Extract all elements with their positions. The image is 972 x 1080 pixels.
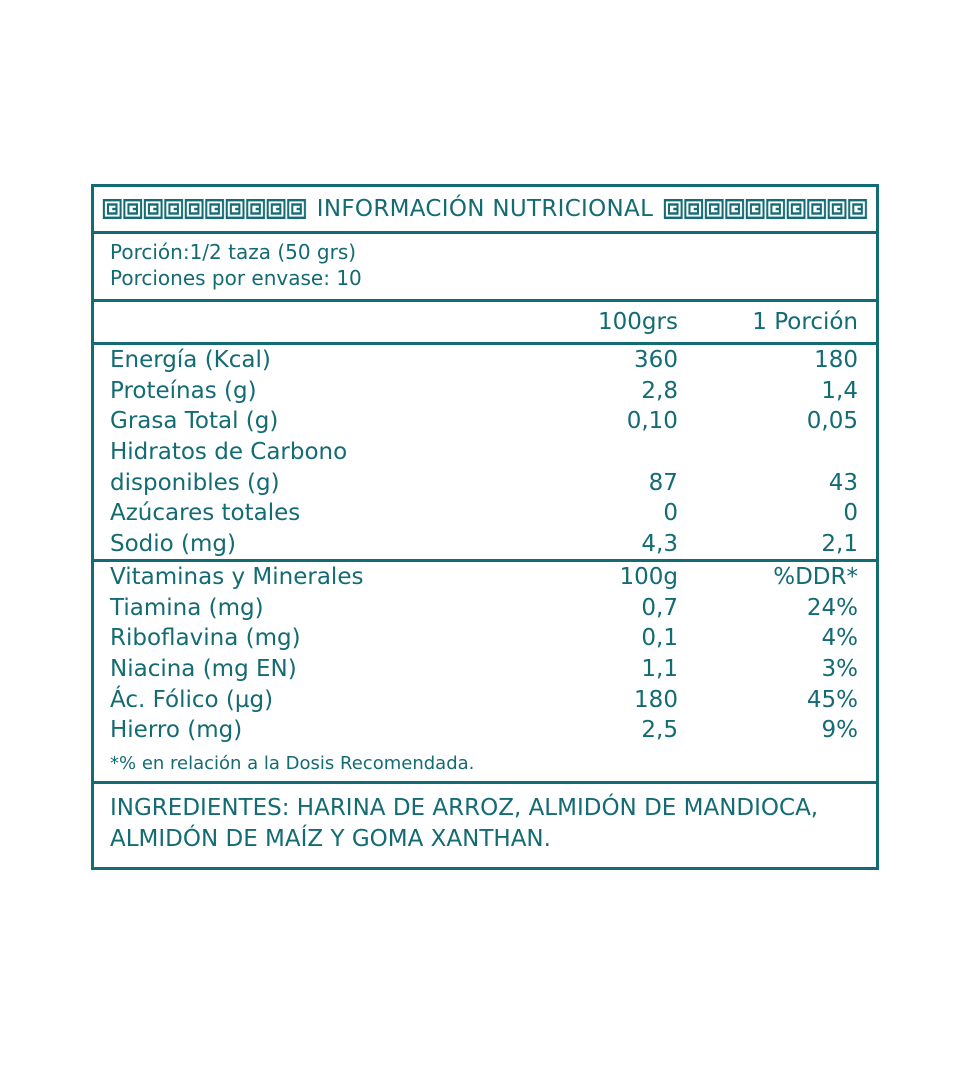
- nutrient-v1-proteinas: 2,8: [641, 377, 678, 404]
- portions-per-package: Porciones por envase: 10: [110, 265, 362, 290]
- table-row: [94, 406, 876, 437]
- nutrients-table: [94, 345, 876, 559]
- nutrient-name-hidratos-carbono: [94, 437, 532, 498]
- vitamin-name-acido-folico: Ác. Fólico (µg): [110, 686, 274, 713]
- table-row: [94, 623, 876, 654]
- vitamin-name-riboflavina: Riboflavina (mg): [110, 625, 301, 652]
- ingredients-line-1: INGREDIENTES: HARINA DE ARROZ, ALMIDÓN DE MANDIOCA,: [110, 794, 819, 821]
- table-row: [94, 685, 876, 716]
- vitamin-v1-hierro: 2,5: [641, 717, 678, 744]
- vitamin-name-tiamina: Tiamina (mg): [110, 594, 264, 621]
- table-header-row: [94, 302, 876, 342]
- nutrient-v2-azucares: 0: [843, 500, 858, 527]
- page-title: INFORMACIÓN NUTRICIONAL: [316, 196, 654, 222]
- nutrient-v1-sodio: 4,3: [641, 530, 678, 557]
- nutrition-title-row: [94, 187, 876, 231]
- nutrient-v2-proteinas: 1,4: [821, 377, 858, 404]
- portion-size: Porción:1/2 taza (50 grs): [110, 240, 357, 264]
- nutrient-v2-hidratos-carbono: 43: [828, 469, 858, 496]
- vitamin-v2-riboflavina: 4%: [821, 625, 858, 652]
- nutrient-name-energia: Energía (Kcal): [110, 347, 271, 374]
- vitamin-v1-niacina: 1,1: [641, 655, 678, 682]
- nutrient-name-proteinas: Proteínas (g): [110, 377, 257, 404]
- table-row: [94, 562, 876, 593]
- greek-key-ornament-right: [663, 198, 868, 220]
- nutrient-name-azucares: Azúcares totales: [110, 500, 301, 527]
- nutrient-name-sodio: Sodio (mg): [110, 530, 236, 557]
- vitamin-v2-acido-folico: 45%: [806, 686, 858, 713]
- carb-name-line2: disponibles (g): [110, 469, 280, 496]
- table-row: [94, 715, 876, 746]
- nutrient-v1-grasa-total: 0,10: [626, 408, 678, 435]
- nutrient-v2-sodio: 2,1: [821, 530, 858, 557]
- table-row: [94, 498, 876, 529]
- vitamin-name-niacina: Niacina (mg EN): [110, 655, 297, 682]
- carb-name-line1: Hidratos de Carbono: [110, 438, 348, 465]
- vitamin-v1-riboflavina: 0,1: [641, 625, 678, 652]
- ingredients-line-2: ALMIDÓN DE MAÍZ Y GOMA XANTHAN.: [110, 825, 551, 852]
- nutrient-v1-azucares: 0: [663, 500, 678, 527]
- table-row: [94, 593, 876, 624]
- vitamin-name-hierro: Hierro (mg): [110, 717, 243, 744]
- portion-info: [94, 234, 876, 299]
- nutrient-v2-grasa-total: 0,05: [806, 408, 858, 435]
- ingredients-block: [94, 784, 876, 867]
- vitamin-v1-tiamina: 0,7: [641, 594, 678, 621]
- vitamins-section-label: Vitaminas y Minerales: [110, 564, 364, 591]
- table-row: [94, 376, 876, 407]
- nutrient-v1-hidratos-carbono: 87: [648, 469, 678, 496]
- table-row: [94, 437, 876, 498]
- vitamins-column-header-ddr: %DDR*: [773, 564, 858, 591]
- vitamins-column-header-100g: 100g: [619, 564, 678, 591]
- nutrient-v2-energia: 180: [814, 347, 858, 374]
- vitamins-minerals-table: [94, 562, 876, 745]
- column-header-per-100g: 100grs: [598, 309, 678, 336]
- nutrient-v1-energia: 360: [634, 347, 678, 374]
- column-header-per-portion: 1 Porción: [752, 309, 858, 336]
- vitamin-v2-tiamina: 24%: [806, 594, 858, 621]
- vitamin-v2-hierro: 9%: [821, 717, 858, 744]
- vitamin-v1-acido-folico: 180: [634, 686, 678, 713]
- table-row: [94, 529, 876, 560]
- nutrient-name-grasa-total: Grasa Total (g): [110, 408, 279, 435]
- table-row: [94, 345, 876, 376]
- greek-key-ornament-left: [102, 198, 307, 220]
- ddr-footnote: *% en relación a la Dosis Recomendada.: [110, 752, 475, 774]
- nutrition-column-header-table: [94, 302, 876, 342]
- table-row: [94, 654, 876, 685]
- vitamin-v2-niacina: 3%: [821, 655, 858, 682]
- column-header-name: [94, 302, 532, 342]
- nutrition-facts-panel: [91, 184, 879, 870]
